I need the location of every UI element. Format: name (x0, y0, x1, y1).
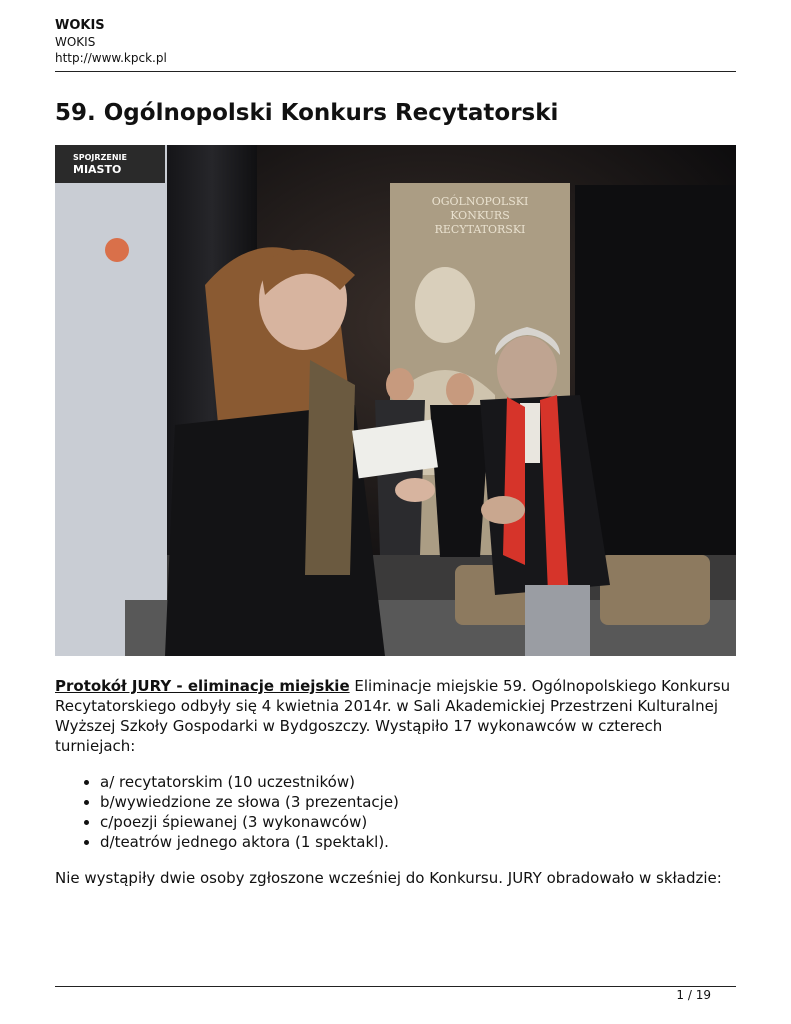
backdrop-line2: KONKURS (450, 209, 510, 222)
page-indicator: 1 / 19 (676, 988, 711, 1002)
article-body (55, 676, 745, 888)
banner-line2: MIASTO (73, 163, 122, 176)
site-url[interactable]: http://www.kpck.pl (55, 51, 167, 65)
intro-text: Eliminacje miejskie 59. Ogólnopolskiego Konkursu Recytatorskiego odbyły się 4 kwietnia 2014r. w Sali Akademickiej Przestrzeni Kulturalnej Wyższej Szkoły Gospodarki w Bydgoszczy. Wystąpiło 17 wykonawców w czterech turniejach: (55, 677, 731, 755)
list-item: • a/ recytatorskim (10 uczestników) (100, 772, 745, 792)
closing-paragraph: Nie wystąpiły dwie osoby zgłoszone wcześniej do Konkursu. JURY obradowało w składzie: (55, 869, 722, 887)
list-item: • b/wywiedzione ze słowa (3 prezentacje) (100, 792, 745, 812)
site-subtitle: WOKIS (55, 35, 96, 49)
tournament-list (55, 772, 745, 852)
footer-divider (55, 986, 736, 987)
document-header (55, 17, 736, 66)
list-item: • d/teatrów jednego aktora (1 spektakl). (100, 832, 745, 852)
site-name: WOKIS (55, 18, 105, 33)
article-title: 59. Ogólnopolski Konkurs Recytatorski (55, 100, 559, 126)
banner-line1: SPOJRZENIE (73, 153, 127, 162)
header-divider (55, 71, 736, 72)
article-photo (55, 145, 736, 656)
intro-paragraph (55, 676, 745, 756)
list-item: • c/poezji śpiewanej (3 wykonawców) (100, 812, 745, 832)
backdrop-line1: OGÓLNOPOLSKI (431, 195, 529, 208)
jury-protocol-link[interactable]: Protokół JURY - eliminacje miejskie (55, 677, 350, 695)
backdrop-line3: RECYTATORSKI (434, 223, 526, 236)
